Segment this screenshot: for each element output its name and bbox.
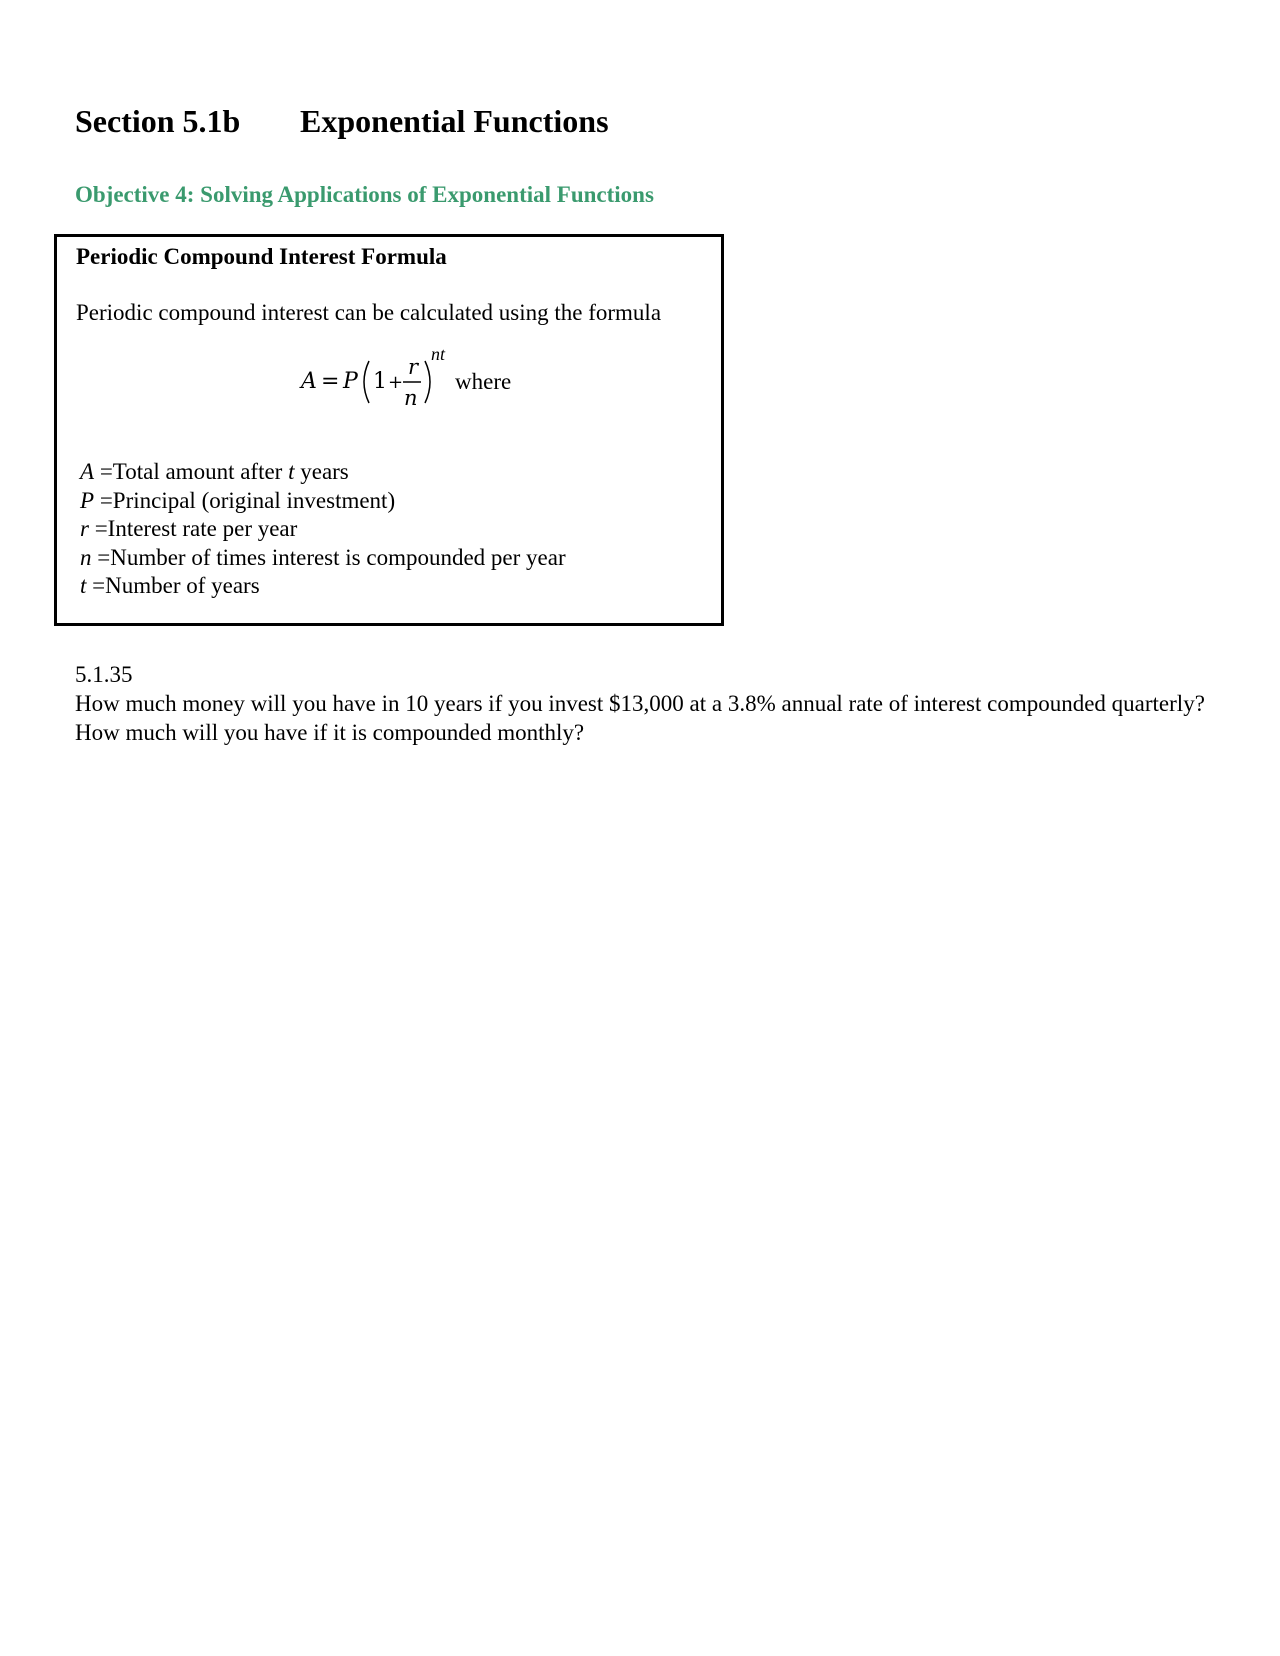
definition-item: [80, 487, 566, 516]
formula-denominator: n: [404, 386, 418, 410]
definition-symbol: t: [80, 573, 87, 598]
definition-text: =Number of times interest is compounded per year: [97, 544, 566, 570]
definition-symbol: n: [80, 544, 92, 570]
formula-lhs: A: [301, 369, 317, 394]
formula-exponent: nt: [431, 344, 446, 364]
definition-text: =Interest rate per year: [94, 516, 298, 541]
definition-text: =Principal (original investment): [99, 487, 396, 513]
page-title: [75, 102, 609, 140]
formula-equals: =: [321, 369, 340, 394]
definition-text: =Total amount after: [99, 459, 289, 484]
definition-symbol: A: [80, 459, 95, 484]
definition-symbol: P: [80, 487, 95, 513]
formula-intro: Periodic compound interest can be calculated using the formula: [76, 300, 662, 325]
compound-interest-formula: [297, 343, 527, 423]
section-number: Section 5.1b: [75, 103, 241, 139]
definition-item: [80, 572, 566, 601]
definition-symbol: r: [80, 516, 89, 541]
definition-item: [80, 544, 566, 573]
variable-definitions: [80, 458, 566, 601]
problem-text: How much money will you have in 10 years if you invest $13,000 at a 3.8% annual rate of interest compounded quarterly? How much will you have if it is compounded monthly?: [75, 691, 1205, 745]
left-paren: [364, 361, 369, 403]
formula-one: 1: [373, 369, 387, 394]
problem-number: 5.1.35: [75, 662, 133, 687]
section-title: Exponential Functions: [300, 103, 609, 139]
formula-box-title: Periodic Compound Interest Formula: [76, 244, 447, 269]
formula-plus: +: [388, 372, 404, 393]
definition-text: =Number of years: [92, 573, 260, 598]
right-paren: [425, 361, 430, 403]
definition-item: [80, 515, 566, 544]
definition-extra-text: years: [294, 459, 349, 484]
objective-heading: Objective 4: Solving Applications of Exponential Functions: [75, 182, 654, 207]
formula-principal: P: [343, 369, 358, 394]
definition-item: [80, 458, 566, 487]
formula-suffix: where: [455, 369, 512, 394]
definition-extra-symbol: t: [288, 459, 295, 484]
formula-numerator: r: [408, 355, 419, 379]
formula-box: [54, 234, 724, 626]
